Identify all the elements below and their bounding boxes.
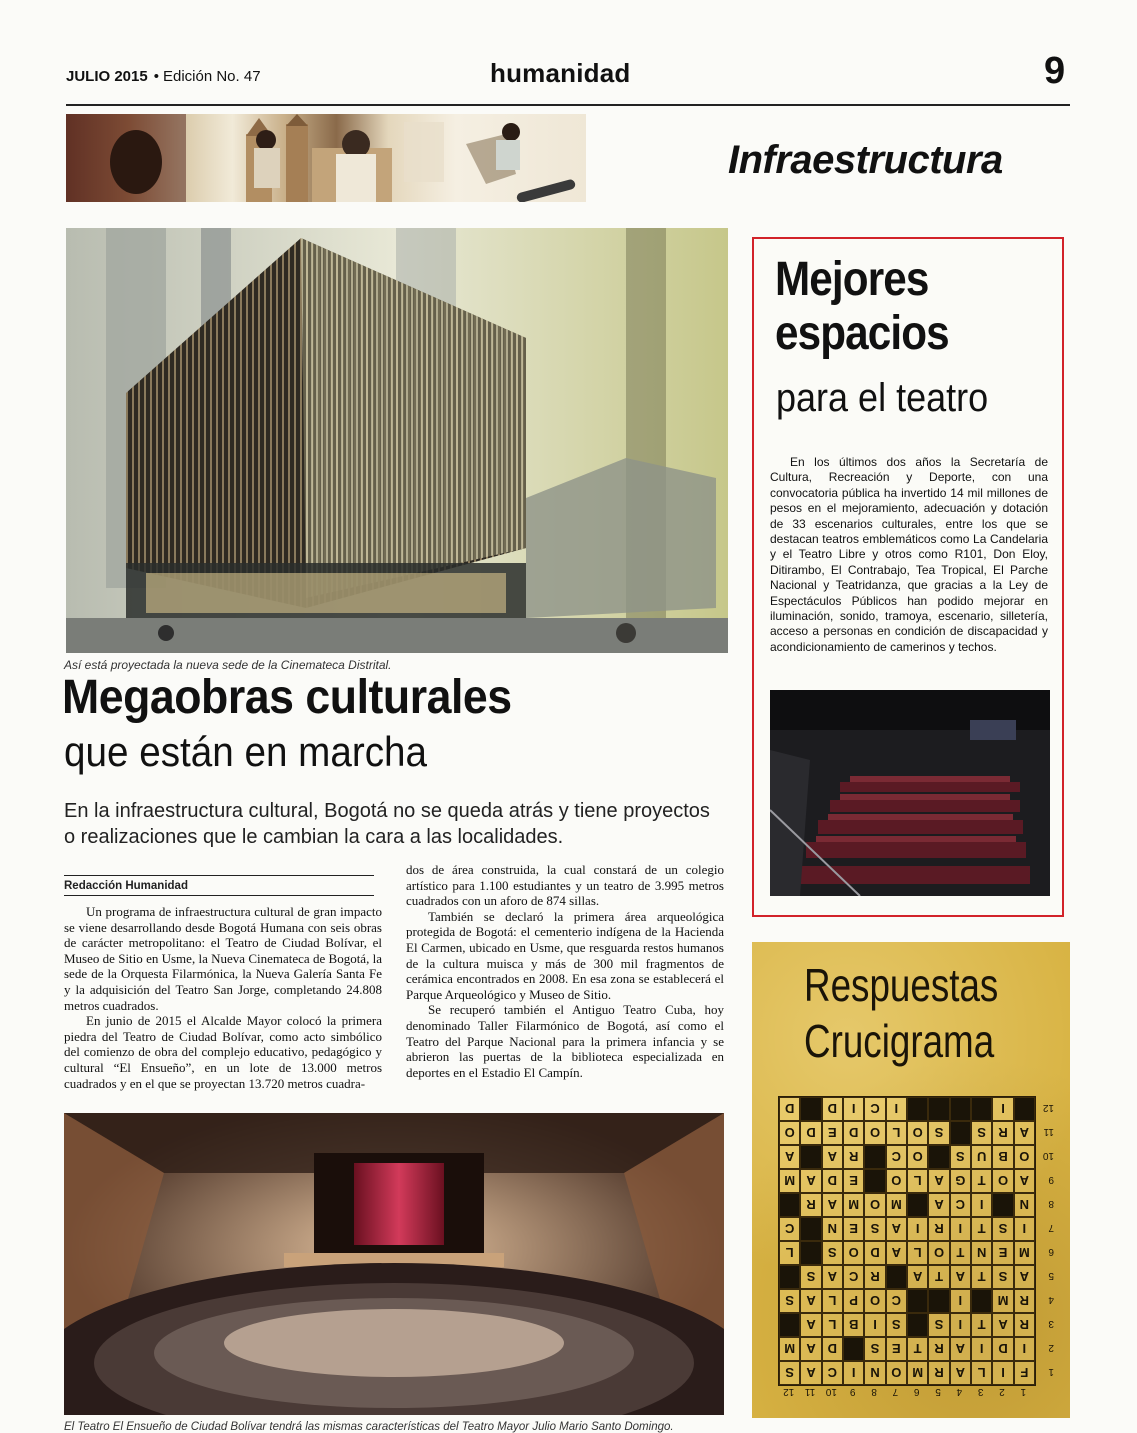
crossword-column-number: 1 — [1020, 1386, 1027, 1397]
crossword-cell: A — [800, 1289, 821, 1313]
crossword-black-cell — [971, 1097, 992, 1121]
crossword-cell: A — [992, 1313, 1013, 1337]
crossword-cell: S — [992, 1265, 1013, 1289]
crossword-black-cell — [800, 1145, 821, 1169]
crossword-cell: N — [1014, 1193, 1035, 1217]
crossword-cell: E — [886, 1337, 907, 1361]
crossword-cell: I — [950, 1313, 971, 1337]
sidebar-paragraph: En los últimos dos años la Secretaría de Cultura, Recreación y Deporte, con una convocatoria pública ha invertido 14 mil millones de pesos en el mejoramiento, adecuación y dotación de 33 escenarios culturales, entre los que se destacan teatros emblemáticos como La Candelaria y el Teatro Libre y otros como R101, Don Eloy, Ditirambo, El Contrabajo, Tea Tropical, El Parche Nacional y Teatridanza, que gracias a la Ley de Espectáculos Públicos han podido mejorar en iluminación, sonido, tramoya, escenario, silletería, acceso a personas en condición de discapacidad y acondicionamiento de camerinos y techos. — [770, 455, 1048, 654]
crossword-cell: R — [864, 1265, 885, 1289]
crossword-cell: S — [992, 1217, 1013, 1241]
crossword-row-number: 9 — [1048, 1174, 1054, 1186]
bottom-image-caption: El Teatro El Ensueño de Ciudad Bolívar tendrá las mismas características del Teatro Mayor Julio Mario Santo Domingo. — [64, 1421, 674, 1433]
crossword-black-cell — [928, 1145, 949, 1169]
crossword-black-cell — [843, 1337, 864, 1361]
crossword-cell: I — [886, 1097, 907, 1121]
crossword-cell: A — [1014, 1121, 1035, 1145]
crossword-cell: I — [907, 1217, 928, 1241]
crossword-cell: O — [907, 1145, 928, 1169]
header-date: JULIO 2015 — [66, 68, 148, 85]
crossword-cell: A — [950, 1265, 971, 1289]
crossword-black-cell — [992, 1193, 1013, 1217]
crossword-black-cell — [907, 1097, 928, 1121]
crossword-cell: T — [971, 1217, 992, 1241]
crossword-cell: C — [822, 1361, 843, 1385]
crossword-cell: A — [886, 1241, 907, 1265]
sidebar-title-line1: Mejores — [775, 253, 929, 306]
crossword-cell: D — [822, 1337, 843, 1361]
crossword-cell: M — [992, 1289, 1013, 1313]
crossword-cell: T — [928, 1265, 949, 1289]
crossword-cell: I — [950, 1289, 971, 1313]
crossword-cell: R — [843, 1145, 864, 1169]
crossword-cell: S — [950, 1145, 971, 1169]
crossword-row-number: 3 — [1048, 1318, 1054, 1330]
crossword-cell: O — [864, 1121, 885, 1145]
crossword-cell: A — [886, 1217, 907, 1241]
crossword-cell: L — [822, 1289, 843, 1313]
crossword-column-numbers — [778, 1386, 1034, 1397]
crossword-cell: I — [1014, 1337, 1035, 1361]
crossword-black-cell — [950, 1121, 971, 1145]
header-separator: • — [153, 68, 159, 85]
crossword-black-cell — [779, 1313, 800, 1337]
crossword-row-number: 11 — [1043, 1126, 1054, 1138]
crossword-cell: C — [886, 1289, 907, 1313]
crossword-cell: O — [886, 1169, 907, 1193]
crossword-cell: M — [779, 1337, 800, 1361]
header-brand: humanidad — [490, 58, 631, 88]
crossword-cell: T — [971, 1265, 992, 1289]
crossword-black-cell — [800, 1097, 821, 1121]
crossword-black-cell — [907, 1289, 928, 1313]
crossword-cell: T — [971, 1169, 992, 1193]
crossword-row-number: 10 — [1042, 1150, 1054, 1162]
crossword-cell: O — [928, 1241, 949, 1265]
crossword-cell: D — [864, 1241, 885, 1265]
crossword-cell: I — [971, 1337, 992, 1361]
crossword-cell: R — [928, 1361, 949, 1385]
crossword-cell: D — [800, 1121, 821, 1145]
crossword-cell: A — [800, 1313, 821, 1337]
crossword-cell: S — [822, 1241, 843, 1265]
crossword-column-number: 4 — [956, 1386, 963, 1397]
crossword-row-number: 7 — [1048, 1222, 1054, 1234]
crossword-cell: B — [992, 1145, 1013, 1169]
crossword-title-line2: Crucigrama — [804, 1015, 995, 1067]
crossword-cell: L — [907, 1169, 928, 1193]
crossword-cell: A — [1014, 1169, 1035, 1193]
crossword-column-number: 6 — [913, 1386, 920, 1397]
crossword-cell: N — [971, 1241, 992, 1265]
crossword-cell: F — [1014, 1361, 1035, 1385]
crossword-row-number: 1 — [1048, 1366, 1054, 1378]
article-headline: Megaobras culturales — [62, 671, 512, 724]
crossword-cell: A — [950, 1361, 971, 1385]
crossword-cell: S — [779, 1361, 800, 1385]
crossword-cell: M — [907, 1361, 928, 1385]
crossword-cell: A — [822, 1145, 843, 1169]
crossword-cell: S — [928, 1121, 949, 1145]
cinemateca-render-image — [66, 228, 728, 653]
crossword-cell: G — [950, 1169, 971, 1193]
article-paragraph: Se recuperó también el Antiguo Teatro Cuba, hoy denominado Taller Filarmónico de Bogotá, así como el Teatro del Parque Nacional para la primera infancia y se abrieron las puertas de la biblioteca especializada en deportes en el Estadio El Campín. — [406, 1002, 724, 1080]
crossword-row-number: 8 — [1048, 1198, 1054, 1210]
teatro-ensueno-render-image — [64, 1113, 724, 1415]
crossword-cell: I — [843, 1097, 864, 1121]
crossword-row-number: 4 — [1048, 1294, 1054, 1306]
crossword-title-line1: Respuestas — [804, 959, 999, 1011]
crossword-cell: N — [822, 1217, 843, 1241]
crossword-cell: C — [886, 1145, 907, 1169]
crossword-cell: A — [800, 1337, 821, 1361]
article-byline: Redacción Humanidad — [64, 880, 188, 892]
crossword-cell: A — [779, 1145, 800, 1169]
crossword-black-cell — [779, 1193, 800, 1217]
crossword-cell: R — [800, 1193, 821, 1217]
crossword-cell: O — [992, 1169, 1013, 1193]
crossword-cell: A — [928, 1193, 949, 1217]
banner-collage-image — [66, 114, 586, 202]
crossword-black-cell — [886, 1265, 907, 1289]
crossword-cell: O — [864, 1193, 885, 1217]
crossword-column-number: 9 — [849, 1386, 856, 1397]
crossword-cell: M — [843, 1193, 864, 1217]
article-column-1 — [64, 904, 382, 1091]
crossword-black-cell — [928, 1289, 949, 1313]
crossword-cell: A — [950, 1337, 971, 1361]
crossword-cell: I — [950, 1217, 971, 1241]
crossword-cell: A — [907, 1265, 928, 1289]
crossword-cell: T — [971, 1313, 992, 1337]
article-subheadline: que están en marcha — [64, 728, 428, 775]
crossword-cell: R — [928, 1217, 949, 1241]
crossword-cell: I — [971, 1193, 992, 1217]
crossword-cell: S — [886, 1313, 907, 1337]
crossword-column-number: 2 — [999, 1386, 1005, 1397]
page-number: 9 — [1044, 50, 1066, 92]
sidebar-title-line3: para el teatro — [776, 376, 989, 420]
crossword-cell: A — [822, 1265, 843, 1289]
crossword-cell: S — [971, 1121, 992, 1145]
crossword-cell: C — [864, 1097, 885, 1121]
article-paragraph: dos de área construida, la cual constará de un colegio artístico para 1.100 estudiantes y un teatro de 3.995 metros cuadrados con un aforo de 874 sillas. — [406, 862, 724, 909]
crossword-cell: D — [992, 1337, 1013, 1361]
sidebar-title-line2: espacios — [775, 307, 949, 360]
crossword-cell: L — [971, 1361, 992, 1385]
crossword-grid — [778, 1096, 1036, 1386]
crossword-column-number: 12 — [783, 1386, 795, 1397]
crossword-cell: U — [971, 1145, 992, 1169]
crossword-cell: D — [822, 1169, 843, 1193]
crossword-cell: L — [779, 1241, 800, 1265]
crossword-cell: O — [1014, 1145, 1035, 1169]
crossword-cell: O — [864, 1289, 885, 1313]
crossword-cell: A — [800, 1361, 821, 1385]
crossword-cell: A — [800, 1169, 821, 1193]
crossword-cell: C — [843, 1265, 864, 1289]
article-column-2 — [406, 862, 724, 1080]
crossword-cell: L — [907, 1241, 928, 1265]
crossword-black-cell — [907, 1313, 928, 1337]
crossword-cell: M — [779, 1169, 800, 1193]
crossword-cell: I — [992, 1361, 1013, 1385]
crossword-cell: D — [843, 1121, 864, 1145]
crossword-cell: M — [1014, 1241, 1035, 1265]
crossword-cell: S — [928, 1313, 949, 1337]
crossword-cell: B — [843, 1313, 864, 1337]
crossword-black-cell — [800, 1217, 821, 1241]
crossword-cell: I — [864, 1313, 885, 1337]
crossword-row-number: 5 — [1048, 1270, 1054, 1282]
crossword-row-number: 6 — [1048, 1246, 1054, 1258]
crossword-cell: R — [1014, 1313, 1035, 1337]
crossword-cell: L — [822, 1313, 843, 1337]
byline-rule-bottom — [64, 895, 374, 896]
main-image-caption: Así está proyectada la nueva sede de la Cinemateca Distrital. — [64, 658, 392, 672]
header-rule — [66, 104, 1070, 106]
crossword-cell: C — [779, 1217, 800, 1241]
crossword-cell: D — [779, 1097, 800, 1121]
header-edition: Edición No. 47 — [162, 68, 261, 85]
crossword-row-numbers — [1036, 1096, 1054, 1384]
crossword-cell: T — [907, 1337, 928, 1361]
crossword-cell: T — [950, 1241, 971, 1265]
crossword-cell: E — [992, 1241, 1013, 1265]
crossword-cell: R — [1014, 1289, 1035, 1313]
crossword-cell: L — [886, 1121, 907, 1145]
crossword-cell: A — [928, 1169, 949, 1193]
crossword-cell: S — [800, 1265, 821, 1289]
crossword-cell: I — [992, 1097, 1013, 1121]
crossword-column-number: 7 — [892, 1386, 899, 1397]
crossword-cell: R — [928, 1337, 949, 1361]
crossword-black-cell — [928, 1097, 949, 1121]
article-lead: En la infraestructura cultural, Bogotá no se queda atrás y tiene proyectos o realizaciones que le cambian la cara a las localidades. — [64, 800, 710, 848]
crossword-cell: O — [779, 1121, 800, 1145]
crossword-cell: S — [864, 1217, 885, 1241]
article-paragraph: Un programa de infraestructura cultural de gran impacto se viene desarrollando desde Bogotá Humana con seis obras de carácter metropolitano: el Teatro de Ciudad Bolívar, el Museo de Sitio en Usme, la Nueva Cinemateca de Bogotá, la sede de la Orquesta Filarmónica, la Nueva Galería Santa Fe y la adquisición del Teatro San Jorge, completando 24.808 metros cuadrados. — [64, 904, 382, 1013]
crossword-column-number: 5 — [935, 1386, 941, 1397]
crossword-black-cell — [864, 1145, 885, 1169]
crossword-cell: O — [843, 1241, 864, 1265]
header-date-edition — [66, 68, 261, 85]
crossword-cell: N — [864, 1361, 885, 1385]
crossword-black-cell — [779, 1265, 800, 1289]
crossword-cell: A — [822, 1193, 843, 1217]
article-paragraph: En junio de 2015 el Alcalde Mayor colocó la primera piedra del Teatro de Ciudad Bolívar, como acto simbólico del comienzo de obra del complejo educativo, pedagógico y cultural “El Ensueño”, en un lote de 13.000 metros cuadrados y en el que se proyectan 13.720 metros cuadra- — [64, 1013, 382, 1091]
crossword-black-cell — [800, 1241, 821, 1265]
crossword-cell: S — [779, 1289, 800, 1313]
crossword-cell: O — [886, 1361, 907, 1385]
article-paragraph: También se declaró la primera área arqueológica protegida de Bogotá: el cementerio indígena de la Hacienda El Carmen, ubicado en Usme, que resguarda restos humanos de la cultura muisca y más de 300 mil fragmentos de cerámica encontrados en 2008. En esa zona se establecerá el Parque Arqueológico y Museo de Sitio. — [406, 908, 724, 1002]
crossword-cell: S — [864, 1337, 885, 1361]
crossword-black-cell — [950, 1097, 971, 1121]
crossword-cell: M — [886, 1193, 907, 1217]
byline-rule-top — [64, 875, 374, 876]
crossword-cell: C — [950, 1193, 971, 1217]
crossword-cell: I — [1014, 1217, 1035, 1241]
crossword-row-number: 12 — [1042, 1102, 1054, 1114]
theatre-seats-image — [770, 690, 1050, 896]
crossword-cell: R — [992, 1121, 1013, 1145]
crossword-cell: D — [822, 1097, 843, 1121]
sidebar-body — [770, 455, 1048, 655]
crossword-column-number: 10 — [825, 1386, 837, 1397]
crossword-black-cell — [1014, 1097, 1035, 1121]
crossword-column-number: 8 — [871, 1386, 877, 1397]
crossword-cell: E — [822, 1121, 843, 1145]
crossword-cell: A — [1014, 1265, 1035, 1289]
crossword-column-number: 3 — [977, 1386, 984, 1397]
crossword-cell: O — [907, 1121, 928, 1145]
crossword-cell: I — [843, 1361, 864, 1385]
crossword-cell: P — [843, 1289, 864, 1313]
crossword-row-number: 2 — [1048, 1342, 1054, 1354]
section-title: Infraestructura — [728, 138, 1003, 182]
crossword-column-number: 11 — [804, 1386, 816, 1397]
crossword-cell: E — [843, 1217, 864, 1241]
crossword-cell: E — [843, 1169, 864, 1193]
crossword-black-cell — [864, 1169, 885, 1193]
crossword-black-cell — [971, 1289, 992, 1313]
crossword-black-cell — [907, 1193, 928, 1217]
